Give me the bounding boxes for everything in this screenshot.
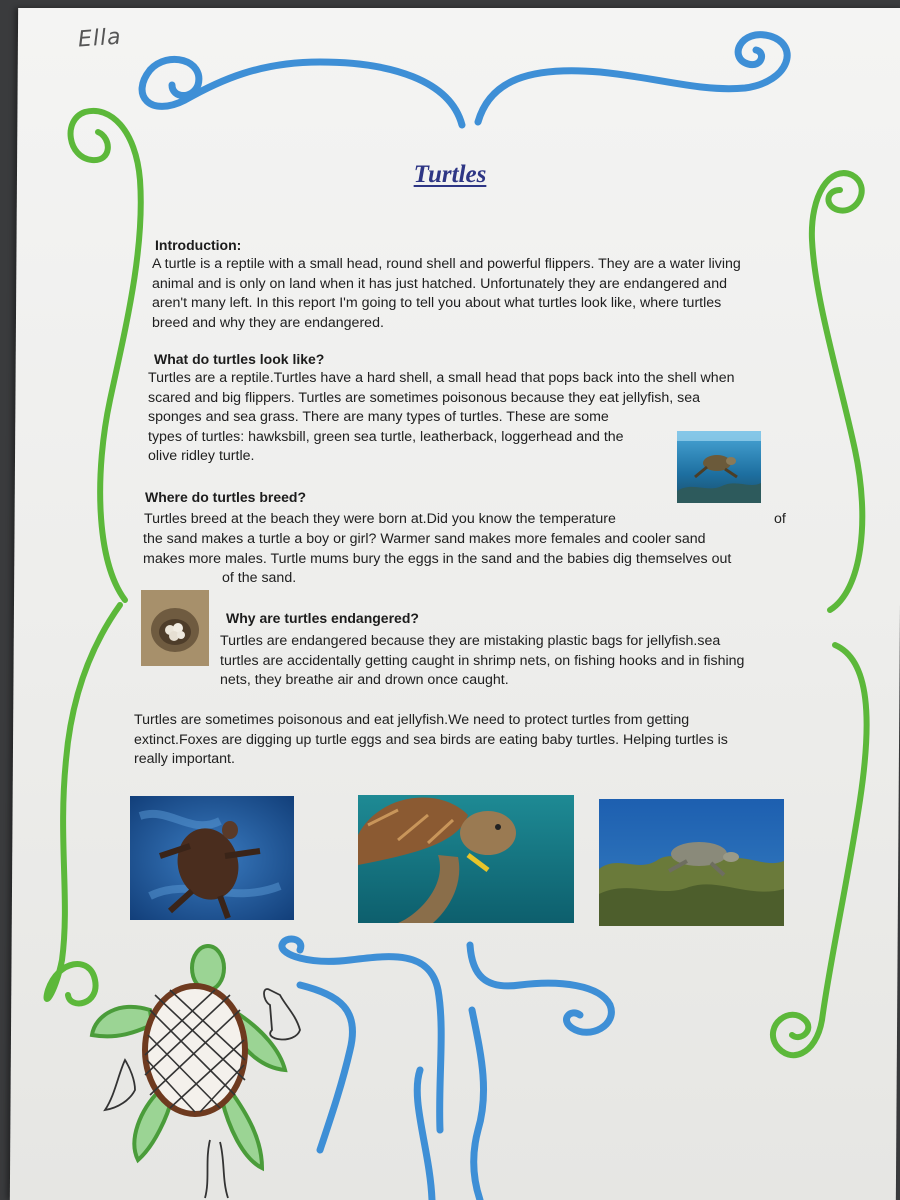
text-line: breed and why they are endangered.	[152, 314, 384, 331]
breeding-last-line: of the sand.	[222, 570, 297, 586]
page-title: Turtles	[413, 161, 487, 188]
text-line: olive ridley turtle.	[148, 448, 255, 465]
introduction-paragraph	[152, 255, 741, 333]
text-line: extinct.Foxes are digging up turtle eggs and sea birds are eating baby turtles. Helping turtles is	[134, 731, 728, 748]
turtle-underwater-top-view-photo	[130, 796, 294, 920]
text-line: turtles are accidentally getting caught in shrimp nets, on fishing hooks and in fishing	[220, 652, 745, 669]
author-name: Ella	[77, 24, 123, 53]
text-line: aren't many left. In this report I'm going to tell you about what turtles look like, where turtles	[152, 295, 722, 312]
conclusion-paragraph	[134, 711, 728, 770]
introduction-heading: Introduction:	[155, 237, 242, 253]
text-line: the sand makes a turtle a boy or girl? Warmer sand makes more females and cooler sand	[143, 531, 706, 547]
text-line: types of turtles: hawksbill, green sea turtle, leatherback, loggerhead and the	[148, 428, 624, 445]
text-line: really important.	[134, 751, 235, 768]
breeding-paragraph	[143, 530, 731, 569]
endangered-paragraph	[220, 632, 744, 691]
text-line: A turtle is a reptile with a small head, round shell and powerful flippers. They are a water living	[152, 256, 741, 272]
breeding-first-line: Turtles breed at the beach they were born at.Did you know the temperature	[144, 511, 616, 527]
breeding-first-line-end: of	[774, 511, 786, 527]
text-line: Turtles are a reptile.Turtles have a hard shell, a small head that pops back into the shell when	[148, 370, 735, 386]
turtle-eggs-photo	[141, 590, 209, 666]
sea-turtle-closeup-photo	[358, 795, 574, 923]
text-line: Turtles are sometimes poisonous and eat jellyfish.We need to protect turtles from getting	[134, 712, 690, 728]
text-line: animal and is only on land when it has just hatched. Unfortunately they are endangered and	[152, 275, 727, 292]
swimming-turtle-photo	[677, 431, 761, 503]
text-line: makes more males. Turtle mums bury the eggs in the sand and the babies dig themselves out	[143, 550, 732, 567]
breeding-heading: Where do turtles breed?	[145, 489, 307, 505]
text-line: nets, they breathe air and drown once caught.	[220, 672, 509, 689]
appearance-heading: What do turtles look like?	[154, 351, 325, 367]
turtle-over-reef-photo	[599, 799, 784, 926]
text-line: Turtles are endangered because they are mistaking plastic bags for jellyfish.sea	[220, 633, 721, 649]
text-line: sponges and sea grass. There are many types of turtles. These are some	[148, 409, 609, 426]
endangered-heading: Why are turtles endangered?	[226, 610, 419, 626]
text-line: scared and big flippers. Turtles are sometimes poisonous because they eat jellyfish, sea	[148, 389, 701, 406]
appearance-paragraph	[148, 369, 734, 467]
